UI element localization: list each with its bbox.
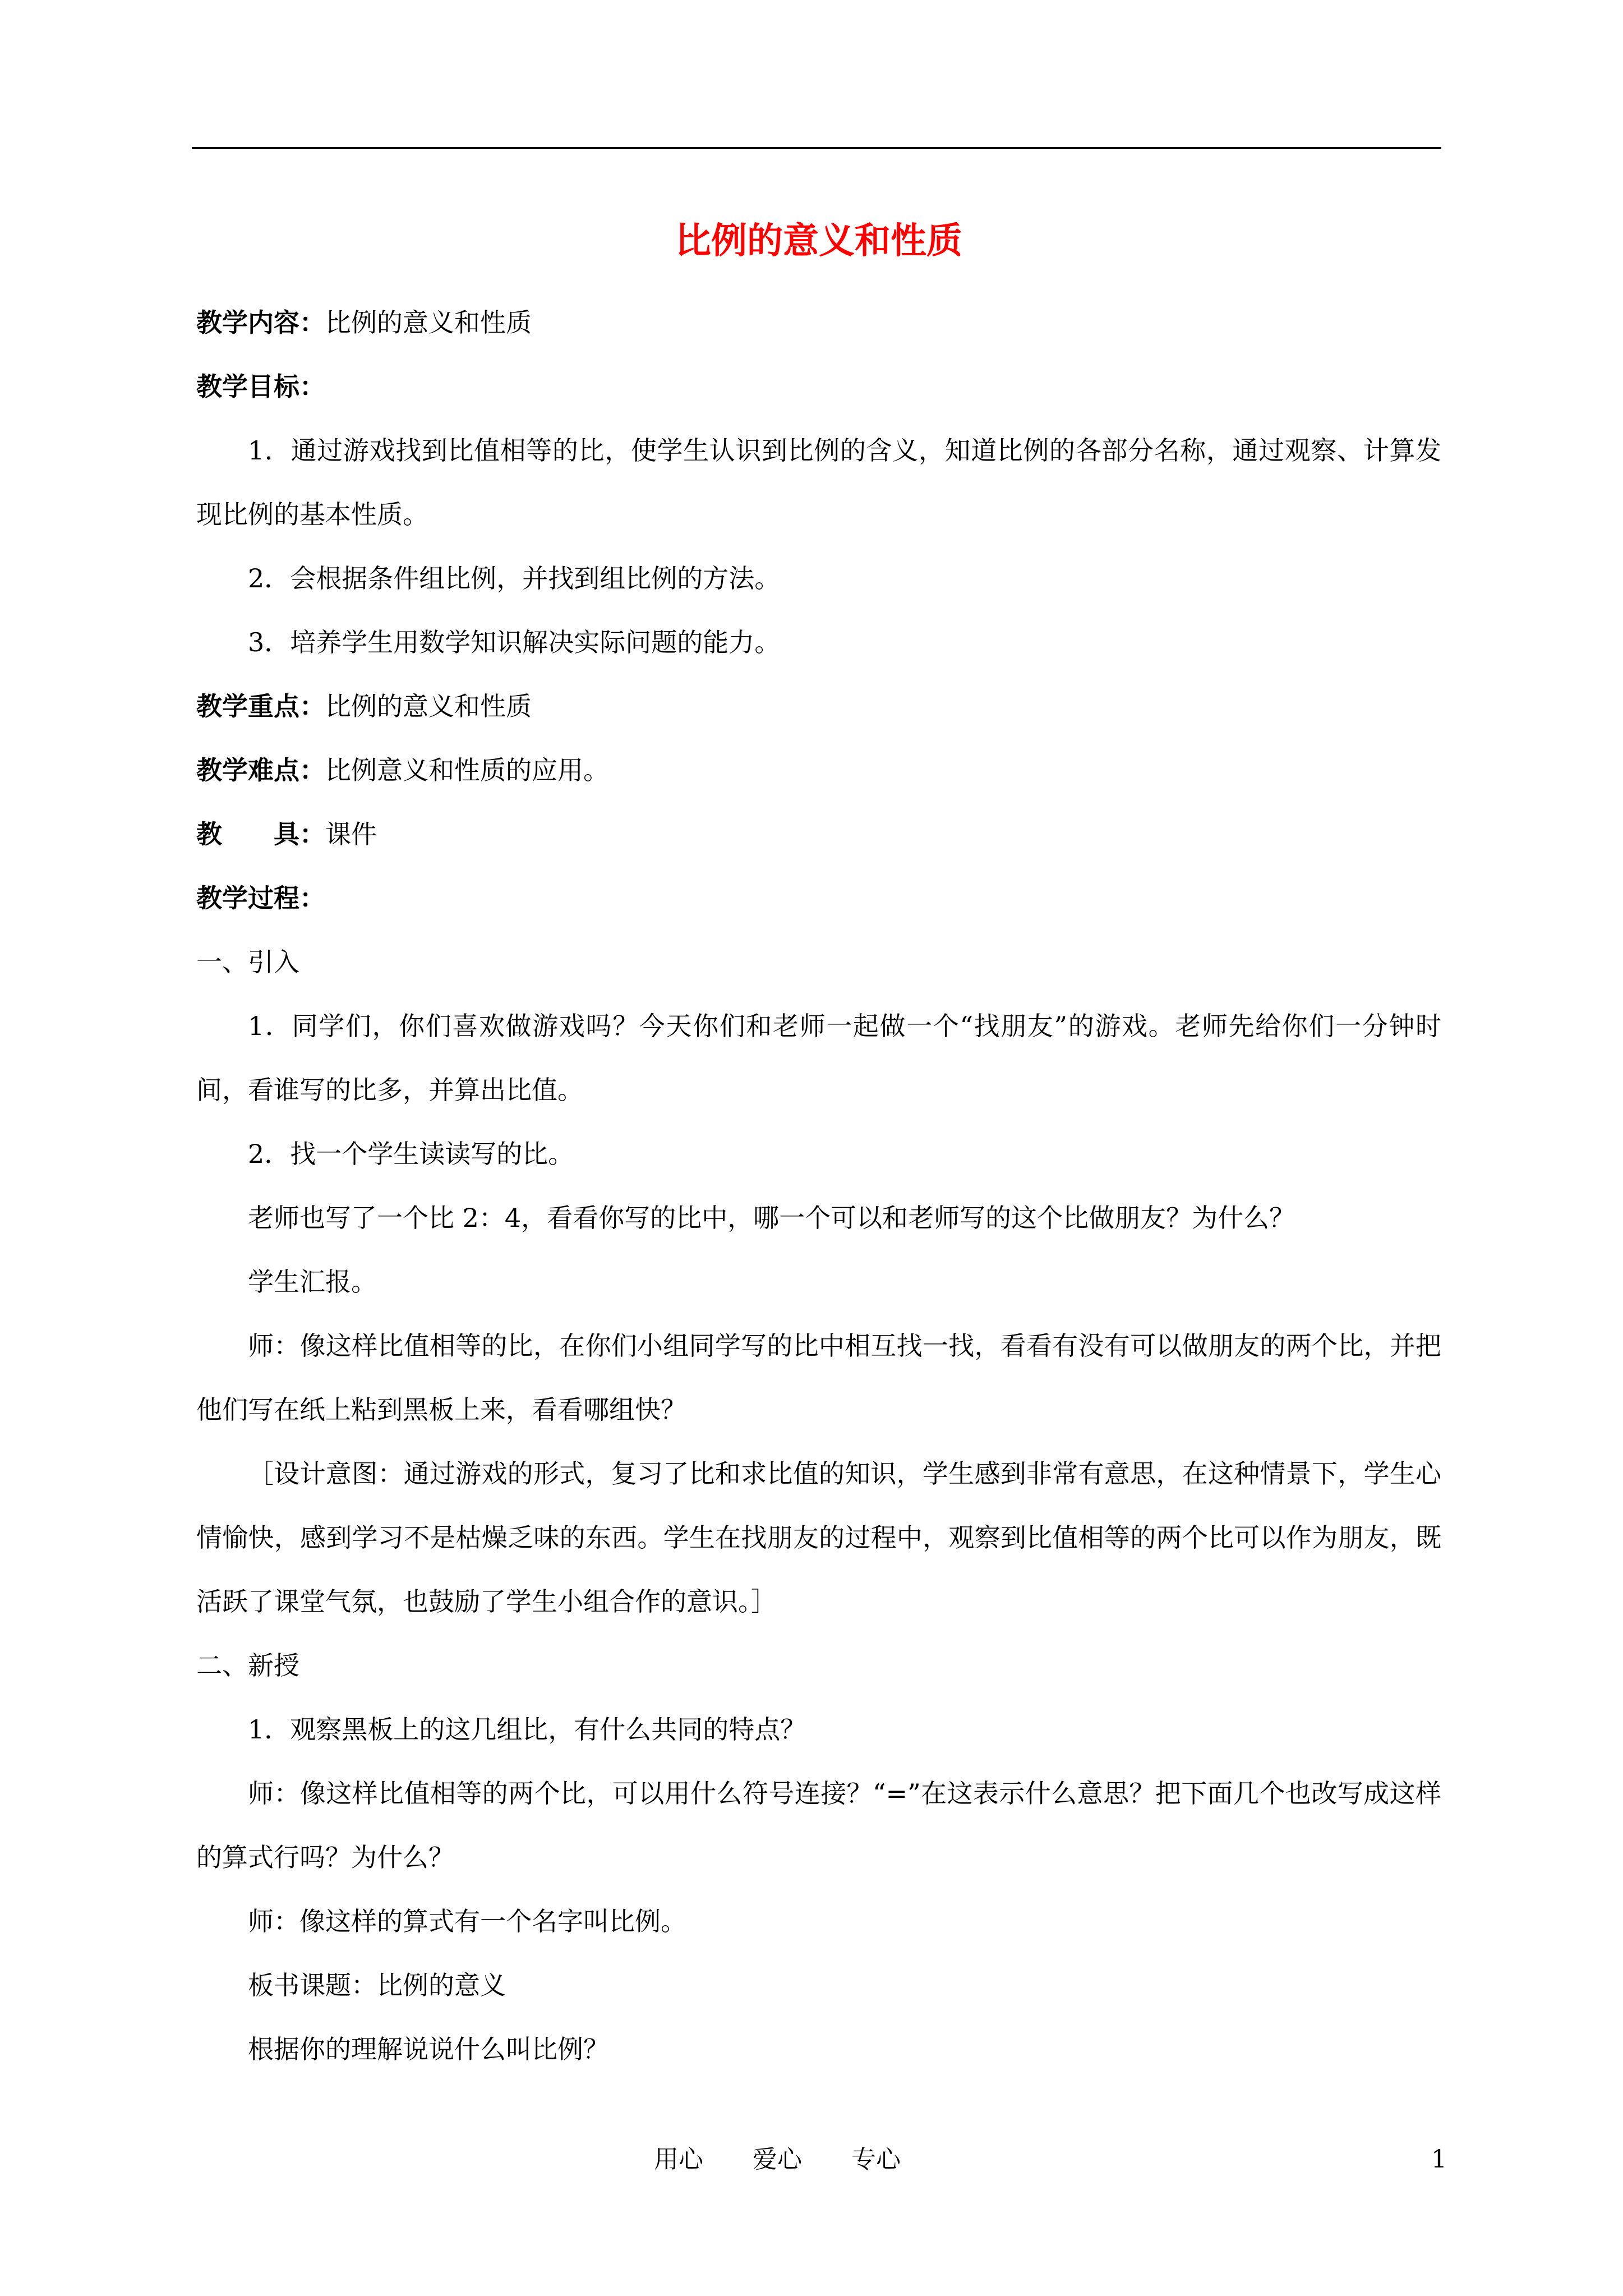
field-key-points <box>196 674 1441 738</box>
field-label: 教学过程： <box>196 883 325 913</box>
field-label: 教学目标： <box>196 371 325 402</box>
paragraph: 师：像这样比值相等的两个比，可以用什么符号连接？“=”在这表示什么意思？把下面几个也改写成这样的算式行吗？为什么？ <box>196 1778 1441 1872</box>
paragraph: 老师也写了一个比 2：4，看看你写的比中，哪一个可以和老师写的这个比做朋友？为什么？ <box>248 1203 1295 1233</box>
objective-item: 3．培养学生用数学知识解决实际问题的能力。 <box>248 627 781 657</box>
paragraph: 师：像这样的算式有一个名字叫比例。 <box>248 1906 686 1936</box>
field-label: 教学重点： <box>196 691 325 721</box>
footer-motto: 用心 爱心 专心 <box>654 2145 901 2174</box>
paragraph: 1．同学们，你们喜欢做游戏吗？今天你们和老师一起做一个“找朋友”的游戏。老师先给你们一分钟时间，看谁写的比多，并算出比值。 <box>196 1011 1441 1105</box>
paragraph: 板书课题：比例的意义 <box>248 1970 506 2000</box>
field-value: 比例的意义和性质 <box>325 691 532 721</box>
objective-item: 2．会根据条件组比例，并找到组比例的方法。 <box>248 563 781 593</box>
paragraph: 根据你的理解说说什么叫比例？ <box>248 2034 609 2064</box>
field-label: 教 具： <box>196 819 325 849</box>
paragraph: 学生汇报。 <box>248 1267 377 1297</box>
paragraph: 2．找一个学生读读写的比。 <box>248 1139 574 1169</box>
field-label: 教学内容： <box>196 307 325 338</box>
header-rule <box>192 147 1441 149</box>
section-heading: 二、新授 <box>196 1650 299 1681</box>
paragraph: 师：像这样比值相等的比，在你们小组同学写的比中相互找一找，看看有没有可以做朋友的两个比，并把他们写在纸上粘到黑板上来，看看哪组快？ <box>196 1331 1441 1425</box>
field-materials <box>196 802 1441 866</box>
field-value: 课件 <box>325 819 377 849</box>
field-label: 教学难点： <box>196 755 325 785</box>
paragraph: 1．观察黑板上的这几组比，有什么共同的特点？ <box>248 1714 806 1745</box>
field-objectives <box>196 355 1441 418</box>
document-body <box>196 208 1441 2081</box>
objective-item: 1．通过游戏找到比值相等的比，使学生认识到比例的含义，知道比例的各部分名称，通过观察、计算发现比例的基本性质。 <box>196 435 1441 530</box>
section-heading: 一、引入 <box>196 947 299 977</box>
field-content <box>196 291 1441 355</box>
field-process <box>196 866 1441 930</box>
design-intent-paragraph: ［设计意图：通过游戏的形式，复习了比和求比值的知识，学生感到非常有意思，在这种情景下，学生心情愉快，感到学习不是枯燥乏味的东西。学生在找朋友的过程中，观察到比值相等的两个比可以作为朋友，既活跃了课堂气氛，也鼓励了学生小组合作的意识。］ <box>196 1458 1441 1617</box>
field-value: 比例的意义和性质 <box>325 307 532 338</box>
page-number: 1 <box>1431 2145 1447 2174</box>
field-difficulties <box>196 738 1441 802</box>
field-value: 比例意义和性质的应用。 <box>325 755 609 785</box>
document-title: 比例的意义和性质 <box>675 220 962 262</box>
